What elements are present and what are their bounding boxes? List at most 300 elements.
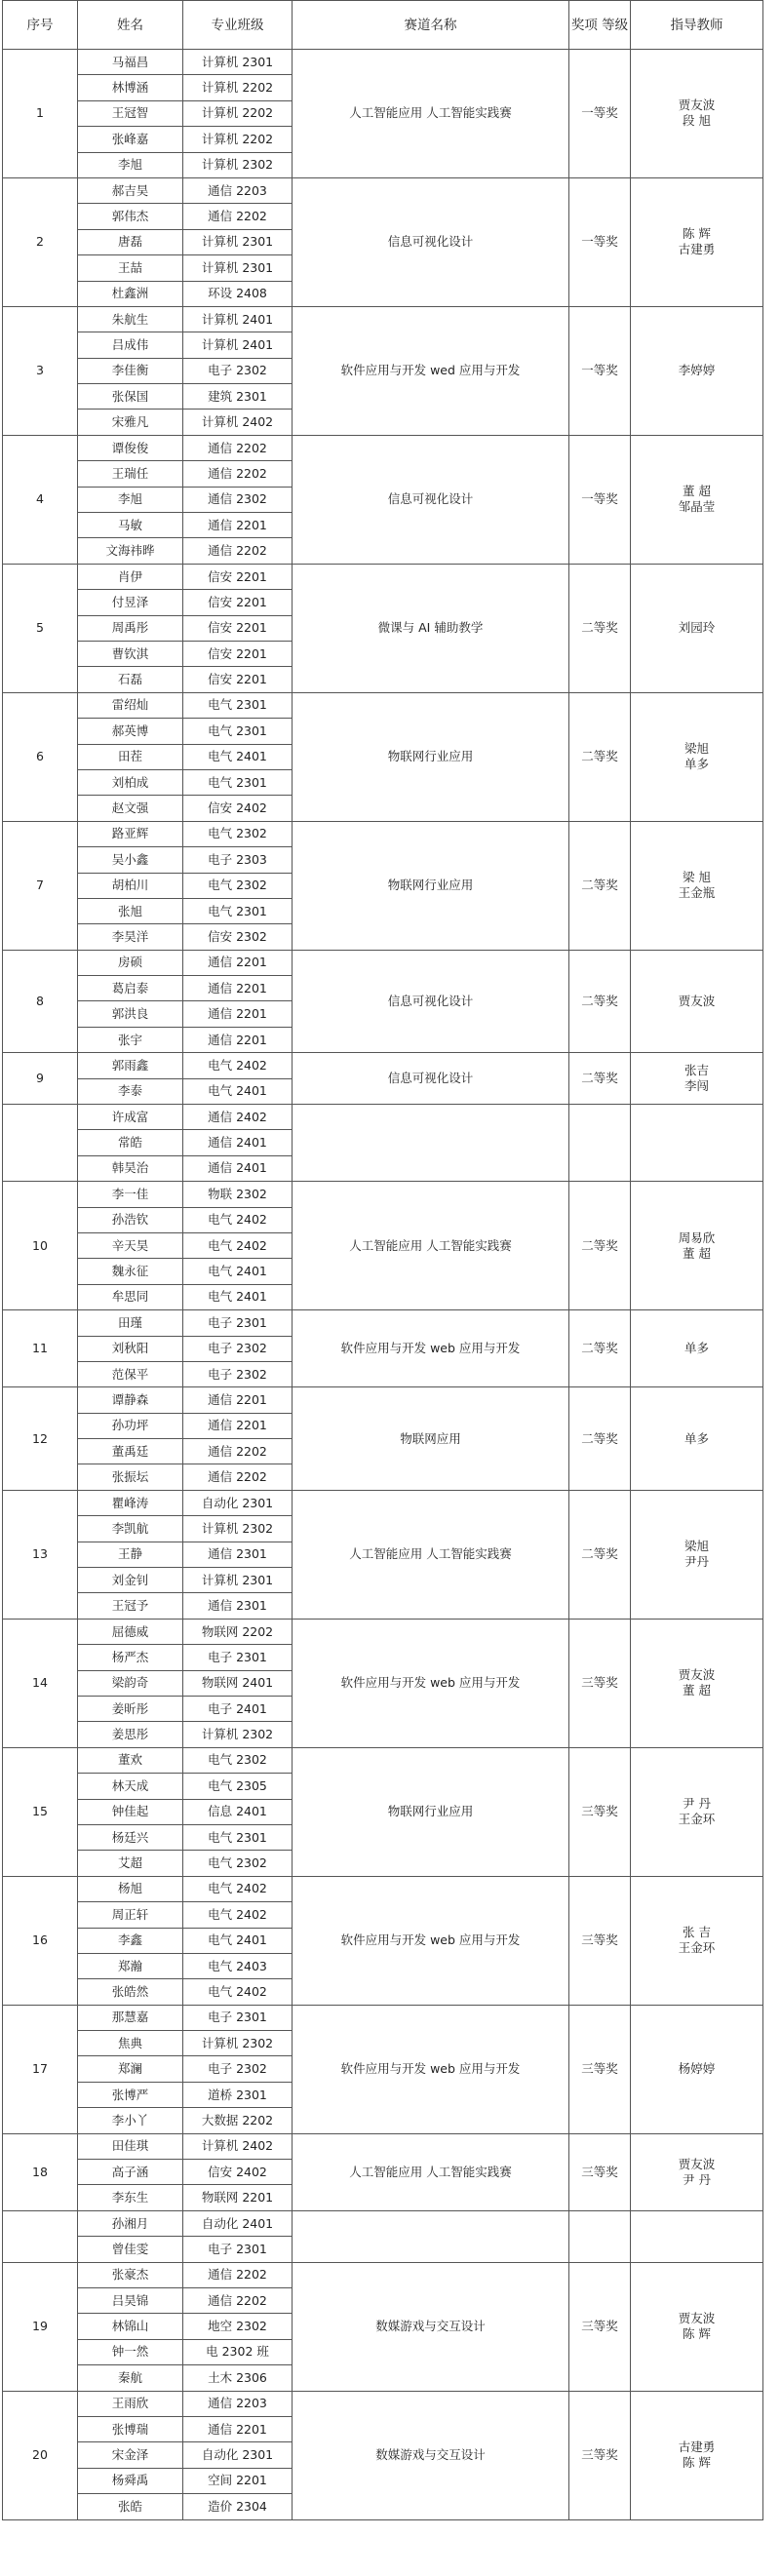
student-name-cell: 郝英博: [78, 719, 183, 744]
group-no-cell: 11: [3, 1310, 78, 1387]
track-name-cell: 物联网应用: [293, 1387, 569, 1491]
student-name-cell: 肖伊: [78, 564, 183, 589]
student-name-cell: 王冠智: [78, 100, 183, 126]
student-name-cell: 张峰嘉: [78, 127, 183, 152]
student-class-cell: 信安 2302: [183, 924, 293, 950]
student-name-cell: 唐磊: [78, 229, 183, 254]
student-name-cell: 魏永征: [78, 1259, 183, 1284]
student-class-cell: 电气 2401: [183, 1259, 293, 1284]
student-name-cell: 李佳衡: [78, 358, 183, 383]
student-class-cell: 通信 2201: [183, 1027, 293, 1052]
student-name-cell: 宋金泽: [78, 2442, 183, 2468]
student-name-cell: 李旭: [78, 487, 183, 512]
track-name-cell: 信息可视化设计: [293, 177, 569, 306]
student-name-cell: 田瑾: [78, 1310, 183, 1336]
student-name-cell: 李旭: [78, 152, 183, 177]
table-row: [3, 564, 763, 589]
student-name-cell: 杨舜禹: [78, 2468, 183, 2493]
student-class-cell: 通信 2301: [183, 1593, 293, 1619]
student-name-cell: 林锦山: [78, 2314, 183, 2339]
student-name-cell: 李一佳: [78, 1182, 183, 1207]
group-no-cell: 4: [3, 435, 78, 564]
teacher-cell: 贾友波 段 旭: [631, 50, 763, 178]
student-name-cell: 李东生: [78, 2185, 183, 2210]
award-level-cell: [569, 2210, 631, 2262]
student-class-cell: 造价 2304: [183, 2494, 293, 2519]
student-class-cell: 电气 2402: [183, 1902, 293, 1928]
award-level-cell: 一等奖: [569, 435, 631, 564]
student-class-cell: 通信 2201: [183, 513, 293, 538]
student-class-cell: 计算机 2301: [183, 229, 293, 254]
student-name-cell: 谭俊俊: [78, 435, 183, 460]
award-level-cell: 二等奖: [569, 821, 631, 950]
student-class-cell: 电气 2401: [183, 1284, 293, 1309]
student-name-cell: 张博瑞: [78, 2416, 183, 2441]
student-name-cell: 雷绍灿: [78, 692, 183, 718]
student-class-cell: 计算机 2302: [183, 152, 293, 177]
award-level-cell: 三等奖: [569, 1619, 631, 1747]
student-name-cell: 杨严杰: [78, 1645, 183, 1670]
student-class-cell: 电子 2303: [183, 847, 293, 873]
student-name-cell: 张博严: [78, 2082, 183, 2107]
student-class-cell: 信安 2402: [183, 796, 293, 821]
award-level-cell: 三等奖: [569, 1876, 631, 2005]
teacher-cell: 尹 丹 王金环: [631, 1747, 763, 1876]
student-class-cell: 通信 2202: [183, 1464, 293, 1490]
award-level-cell: 二等奖: [569, 1182, 631, 1310]
student-class-cell: 物联 2302: [183, 1182, 293, 1207]
student-name-cell: 田茬: [78, 744, 183, 769]
student-class-cell: 通信 2203: [183, 2391, 293, 2416]
student-class-cell: 电气 2302: [183, 1851, 293, 1876]
teacher-cell: [631, 2210, 763, 2262]
student-class-cell: 通信 2201: [183, 950, 293, 975]
teacher-cell: 李婷婷: [631, 306, 763, 435]
student-class-cell: 计算机 2401: [183, 306, 293, 332]
student-name-cell: 常皓: [78, 1130, 183, 1155]
student-name-cell: 郭洪良: [78, 1001, 183, 1027]
student-class-cell: 通信 2301: [183, 1542, 293, 1567]
student-class-cell: 计算机 2301: [183, 50, 293, 75]
student-name-cell: 高子涵: [78, 2160, 183, 2185]
track-name-cell: 物联网行业应用: [293, 821, 569, 950]
award-level-cell: 一等奖: [569, 306, 631, 435]
student-class-cell: 通信 2201: [183, 1413, 293, 1438]
header-class: 专业班级: [183, 1, 293, 50]
student-class-cell: 电气 2403: [183, 1953, 293, 1978]
award-level-cell: 三等奖: [569, 2005, 631, 2133]
student-name-cell: 曹钦淇: [78, 641, 183, 666]
student-class-cell: 通信 2201: [183, 1387, 293, 1413]
student-name-cell: 范保平: [78, 1361, 183, 1386]
track-name-cell: [293, 2210, 569, 2262]
teacher-cell: 周易欣 董 超: [631, 1182, 763, 1310]
student-name-cell: 牟思同: [78, 1284, 183, 1309]
student-name-cell: 王冠予: [78, 1593, 183, 1619]
student-class-cell: 电气 2402: [183, 1053, 293, 1078]
teacher-cell: 梁 旭 王金瓶: [631, 821, 763, 950]
teacher-cell: 单多: [631, 1387, 763, 1491]
teacher-cell: 张吉 李闯: [631, 1053, 763, 1105]
student-name-cell: 张旭: [78, 898, 183, 923]
header-teacher: 指导教师: [631, 1, 763, 50]
student-name-cell: 许成富: [78, 1105, 183, 1130]
student-class-cell: 计算机 2301: [183, 255, 293, 281]
student-class-cell: 电子 2301: [183, 2005, 293, 2030]
header-award: 奖项 等级: [569, 1, 631, 50]
header-name: 姓名: [78, 1, 183, 50]
table-body: [3, 50, 763, 2520]
student-name-cell: 郑澜: [78, 2056, 183, 2082]
student-name-cell: 吕成伟: [78, 332, 183, 358]
track-name-cell: [293, 1105, 569, 1182]
student-name-cell: 秦航: [78, 2365, 183, 2391]
student-class-cell: 电气 2301: [183, 719, 293, 744]
student-class-cell: 计算机 2402: [183, 2133, 293, 2159]
student-class-cell: 物联网 2401: [183, 1670, 293, 1696]
teacher-cell: 刘园玲: [631, 564, 763, 692]
student-name-cell: 刘柏成: [78, 769, 183, 795]
student-class-cell: 电气 2302: [183, 821, 293, 846]
track-name-cell: 人工智能应用 人工智能实践赛: [293, 1490, 569, 1619]
table-row: [3, 1387, 763, 1413]
student-name-cell: 张皓然: [78, 1979, 183, 2005]
table-row: [3, 177, 763, 203]
student-name-cell: 林天成: [78, 1774, 183, 1799]
group-no-cell: 8: [3, 950, 78, 1053]
student-name-cell: 杨旭: [78, 1876, 183, 1901]
student-class-cell: 计算机 2202: [183, 75, 293, 100]
student-class-cell: 电子 2301: [183, 1645, 293, 1670]
group-no-cell: 10: [3, 1182, 78, 1310]
group-no-cell: 14: [3, 1619, 78, 1747]
table-row: [3, 950, 763, 975]
student-class-cell: 道桥 2301: [183, 2082, 293, 2107]
student-name-cell: 屈德威: [78, 1619, 183, 1644]
student-name-cell: 房硕: [78, 950, 183, 975]
table-row: [3, 2005, 763, 2030]
award-level-cell: 三等奖: [569, 2133, 631, 2210]
student-name-cell: 王雨欣: [78, 2391, 183, 2416]
track-name-cell: 微课与 AI 辅助教学: [293, 564, 569, 692]
student-class-cell: 电子 2301: [183, 1310, 293, 1336]
student-class-cell: 信息 2401: [183, 1799, 293, 1824]
student-class-cell: 计算机 2302: [183, 2031, 293, 2056]
table-row: [3, 1182, 763, 1207]
student-class-cell: 计算机 2402: [183, 410, 293, 435]
student-class-cell: 通信 2203: [183, 177, 293, 203]
track-name-cell: 软件应用与开发 web 应用与开发: [293, 1310, 569, 1387]
student-class-cell: 信安 2201: [183, 641, 293, 666]
student-name-cell: 姜思彤: [78, 1722, 183, 1747]
student-class-cell: 信安 2201: [183, 564, 293, 589]
student-name-cell: 孙湘月: [78, 2210, 183, 2236]
student-class-cell: 通信 2401: [183, 1130, 293, 1155]
student-name-cell: 文海祎晔: [78, 538, 183, 564]
table-row: [3, 2210, 763, 2236]
student-name-cell: 路亚辉: [78, 821, 183, 846]
student-class-cell: 电气 2402: [183, 1979, 293, 2005]
student-name-cell: 杜鑫洲: [78, 281, 183, 306]
student-name-cell: 周正轩: [78, 1902, 183, 1928]
student-name-cell: 李泰: [78, 1078, 183, 1104]
group-no-cell: 12: [3, 1387, 78, 1491]
student-class-cell: 电气 2302: [183, 873, 293, 898]
student-class-cell: 通信 2201: [183, 976, 293, 1001]
table-row: [3, 1310, 763, 1336]
student-class-cell: 通信 2401: [183, 1155, 293, 1181]
student-name-cell: 郭雨鑫: [78, 1053, 183, 1078]
award-level-cell: 二等奖: [569, 564, 631, 692]
student-class-cell: 计算机 2202: [183, 100, 293, 126]
student-name-cell: 宋雅凡: [78, 410, 183, 435]
table-row: [3, 1105, 763, 1130]
student-name-cell: 刘秋阳: [78, 1336, 183, 1361]
student-class-cell: 空间 2201: [183, 2468, 293, 2493]
award-level-cell: 三等奖: [569, 2391, 631, 2519]
track-name-cell: 物联网行业应用: [293, 692, 569, 821]
award-level-cell: 二等奖: [569, 1053, 631, 1105]
student-class-cell: 计算机 2302: [183, 1516, 293, 1542]
student-class-cell: 计算机 2302: [183, 1722, 293, 1747]
student-class-cell: 建筑 2301: [183, 384, 293, 410]
track-name-cell: 软件应用与开发 web 应用与开发: [293, 2005, 569, 2133]
student-class-cell: 电气 2402: [183, 1207, 293, 1232]
teacher-cell: 单多: [631, 1310, 763, 1387]
student-name-cell: 付昱泽: [78, 590, 183, 615]
student-name-cell: 王静: [78, 1542, 183, 1567]
student-name-cell: 姜昕彤: [78, 1697, 183, 1722]
group-no-cell: 15: [3, 1747, 78, 1876]
student-name-cell: 张振坛: [78, 1464, 183, 1490]
group-no-cell: 19: [3, 2262, 78, 2391]
group-no-cell: 16: [3, 1876, 78, 2005]
teacher-cell: 杨婷婷: [631, 2005, 763, 2133]
student-class-cell: 通信 2302: [183, 487, 293, 512]
student-name-cell: 郭伟杰: [78, 204, 183, 229]
student-class-cell: 通信 2202: [183, 2262, 293, 2287]
table-row: [3, 1747, 763, 1773]
track-name-cell: 软件应用与开发 web 应用与开发: [293, 1619, 569, 1747]
table-row: [3, 2262, 763, 2287]
student-class-cell: 信安 2201: [183, 590, 293, 615]
group-no-cell: [3, 2210, 78, 2262]
teacher-cell: 古建勇 陈 辉: [631, 2391, 763, 2519]
table-row: [3, 1876, 763, 1901]
student-name-cell: 周禹彤: [78, 615, 183, 641]
track-name-cell: 软件应用与开发 web 应用与开发: [293, 1876, 569, 2005]
student-class-cell: 电气 2402: [183, 1876, 293, 1901]
award-level-cell: 三等奖: [569, 2262, 631, 2391]
table-row: [3, 1619, 763, 1644]
teacher-cell: 贾友波: [631, 950, 763, 1053]
student-name-cell: 董禹廷: [78, 1439, 183, 1464]
award-level-cell: [569, 1105, 631, 1182]
student-class-cell: 电气 2401: [183, 1078, 293, 1104]
student-name-cell: 郑瀚: [78, 1953, 183, 1978]
student-class-cell: 电气 2301: [183, 1824, 293, 1850]
student-class-cell: 信安 2402: [183, 2160, 293, 2185]
table-row: [3, 435, 763, 460]
student-name-cell: 孙功坪: [78, 1413, 183, 1438]
track-name-cell: 信息可视化设计: [293, 950, 569, 1053]
student-class-cell: 通信 2202: [183, 461, 293, 487]
award-level-cell: 三等奖: [569, 1747, 631, 1876]
student-class-cell: 电气 2401: [183, 744, 293, 769]
group-no-cell: 20: [3, 2391, 78, 2519]
student-class-cell: 环设 2408: [183, 281, 293, 306]
group-no-cell: [3, 1105, 78, 1182]
group-no-cell: 2: [3, 177, 78, 306]
student-class-cell: 电气 2301: [183, 692, 293, 718]
student-class-cell: 电 2302 班: [183, 2339, 293, 2364]
student-name-cell: 王喆: [78, 255, 183, 281]
group-no-cell: 17: [3, 2005, 78, 2133]
group-no-cell: 13: [3, 1490, 78, 1619]
student-name-cell: 艾超: [78, 1851, 183, 1876]
table-row: [3, 1490, 763, 1515]
student-name-cell: 焦典: [78, 2031, 183, 2056]
award-level-cell: 二等奖: [569, 1310, 631, 1387]
student-class-cell: 电子 2401: [183, 1697, 293, 1722]
student-class-cell: 物联网 2201: [183, 2185, 293, 2210]
group-no-cell: 5: [3, 564, 78, 692]
teacher-cell: 贾友波 陈 辉: [631, 2262, 763, 2391]
student-class-cell: 自动化 2301: [183, 2442, 293, 2468]
award-level-cell: 二等奖: [569, 950, 631, 1053]
student-name-cell: 谭静森: [78, 1387, 183, 1413]
student-name-cell: 张皓: [78, 2494, 183, 2519]
teacher-cell: 张 吉 王金环: [631, 1876, 763, 2005]
group-no-cell: 7: [3, 821, 78, 950]
table-row: [3, 1053, 763, 1078]
teacher-cell: [631, 1105, 763, 1182]
track-name-cell: 数媒游戏与交互设计: [293, 2391, 569, 2519]
student-name-cell: 李鑫: [78, 1928, 183, 1953]
student-class-cell: 电气 2401: [183, 1928, 293, 1953]
student-class-cell: 电气 2301: [183, 898, 293, 923]
student-name-cell: 张保国: [78, 384, 183, 410]
student-name-cell: 那慧嘉: [78, 2005, 183, 2030]
student-class-cell: 电子 2302: [183, 1361, 293, 1386]
student-class-cell: 通信 2202: [183, 1439, 293, 1464]
track-name-cell: 人工智能应用 人工智能实践赛: [293, 1182, 569, 1310]
student-class-cell: 计算机 2301: [183, 1568, 293, 1593]
student-name-cell: 石磊: [78, 667, 183, 692]
student-name-cell: 曾佳雯: [78, 2237, 183, 2262]
student-name-cell: 辛天昊: [78, 1232, 183, 1258]
student-name-cell: 田佳琪: [78, 2133, 183, 2159]
student-name-cell: 李小丫: [78, 2108, 183, 2133]
student-name-cell: 郝吉昊: [78, 177, 183, 203]
student-name-cell: 葛启泰: [78, 976, 183, 1001]
student-name-cell: 韩昊治: [78, 1155, 183, 1181]
student-name-cell: 朱航生: [78, 306, 183, 332]
track-name-cell: 信息可视化设计: [293, 1053, 569, 1105]
student-name-cell: 李昊洋: [78, 924, 183, 950]
table-row: [3, 2133, 763, 2159]
track-name-cell: 人工智能应用 人工智能实践赛: [293, 50, 569, 178]
student-class-cell: 土木 2306: [183, 2365, 293, 2391]
teacher-cell: 梁旭 单多: [631, 692, 763, 821]
track-name-cell: 软件应用与开发 wed 应用与开发: [293, 306, 569, 435]
student-name-cell: 钟佳起: [78, 1799, 183, 1824]
student-class-cell: 自动化 2301: [183, 1490, 293, 1515]
student-class-cell: 计算机 2401: [183, 332, 293, 358]
award-level-cell: 二等奖: [569, 1490, 631, 1619]
award-table: [2, 0, 763, 2520]
student-class-cell: 电气 2305: [183, 1774, 293, 1799]
student-class-cell: 地空 2302: [183, 2314, 293, 2339]
student-name-cell: 马敏: [78, 513, 183, 538]
student-class-cell: 电子 2302: [183, 358, 293, 383]
student-name-cell: 赵文强: [78, 796, 183, 821]
student-name-cell: 胡柏川: [78, 873, 183, 898]
award-level-cell: 二等奖: [569, 692, 631, 821]
student-name-cell: 马福昌: [78, 50, 183, 75]
student-name-cell: 林博涵: [78, 75, 183, 100]
student-name-cell: 钟一然: [78, 2339, 183, 2364]
student-name-cell: 梁韵奇: [78, 1670, 183, 1696]
teacher-cell: 贾友波 董 超: [631, 1619, 763, 1747]
group-no-cell: 18: [3, 2133, 78, 2210]
table-row: [3, 2391, 763, 2416]
award-level-cell: 一等奖: [569, 177, 631, 306]
group-no-cell: 6: [3, 692, 78, 821]
student-class-cell: 物联网 2202: [183, 1619, 293, 1644]
student-class-cell: 电气 2301: [183, 769, 293, 795]
table-row: [3, 50, 763, 75]
student-name-cell: 杨廷兴: [78, 1824, 183, 1850]
student-name-cell: 张宇: [78, 1027, 183, 1052]
student-class-cell: 计算机 2202: [183, 127, 293, 152]
teacher-cell: 董 超 邹晶莹: [631, 435, 763, 564]
table-row: [3, 306, 763, 332]
student-class-cell: 信安 2201: [183, 667, 293, 692]
student-class-cell: 通信 2201: [183, 2416, 293, 2441]
award-level-cell: 一等奖: [569, 50, 631, 178]
student-class-cell: 大数据 2202: [183, 2108, 293, 2133]
student-name-cell: 吴小鑫: [78, 847, 183, 873]
student-class-cell: 通信 2202: [183, 204, 293, 229]
group-no-cell: 1: [3, 50, 78, 178]
student-class-cell: 自动化 2401: [183, 2210, 293, 2236]
student-class-cell: 电气 2302: [183, 1747, 293, 1773]
student-class-cell: 通信 2202: [183, 2287, 293, 2313]
track-name-cell: 人工智能应用 人工智能实践赛: [293, 2133, 569, 2210]
table-row: [3, 692, 763, 718]
student-class-cell: 电气 2402: [183, 1232, 293, 1258]
teacher-cell: 梁旭 尹丹: [631, 1490, 763, 1619]
track-name-cell: 物联网行业应用: [293, 1747, 569, 1876]
header-row: [3, 1, 763, 50]
student-class-cell: 电子 2301: [183, 2237, 293, 2262]
student-class-cell: 电子 2302: [183, 1336, 293, 1361]
student-name-cell: 孙浩钦: [78, 1207, 183, 1232]
student-name-cell: 张豪杰: [78, 2262, 183, 2287]
header-track: 赛道名称: [293, 1, 569, 50]
group-no-cell: 9: [3, 1053, 78, 1105]
teacher-cell: 贾友波 尹 丹: [631, 2133, 763, 2210]
table-row: [3, 821, 763, 846]
student-name-cell: 董欢: [78, 1747, 183, 1773]
student-class-cell: 电子 2302: [183, 2056, 293, 2082]
student-class-cell: 通信 2201: [183, 1001, 293, 1027]
teacher-cell: 陈 辉 古建勇: [631, 177, 763, 306]
student-name-cell: 吕昊锦: [78, 2287, 183, 2313]
student-class-cell: 通信 2202: [183, 538, 293, 564]
student-name-cell: 王瑞任: [78, 461, 183, 487]
